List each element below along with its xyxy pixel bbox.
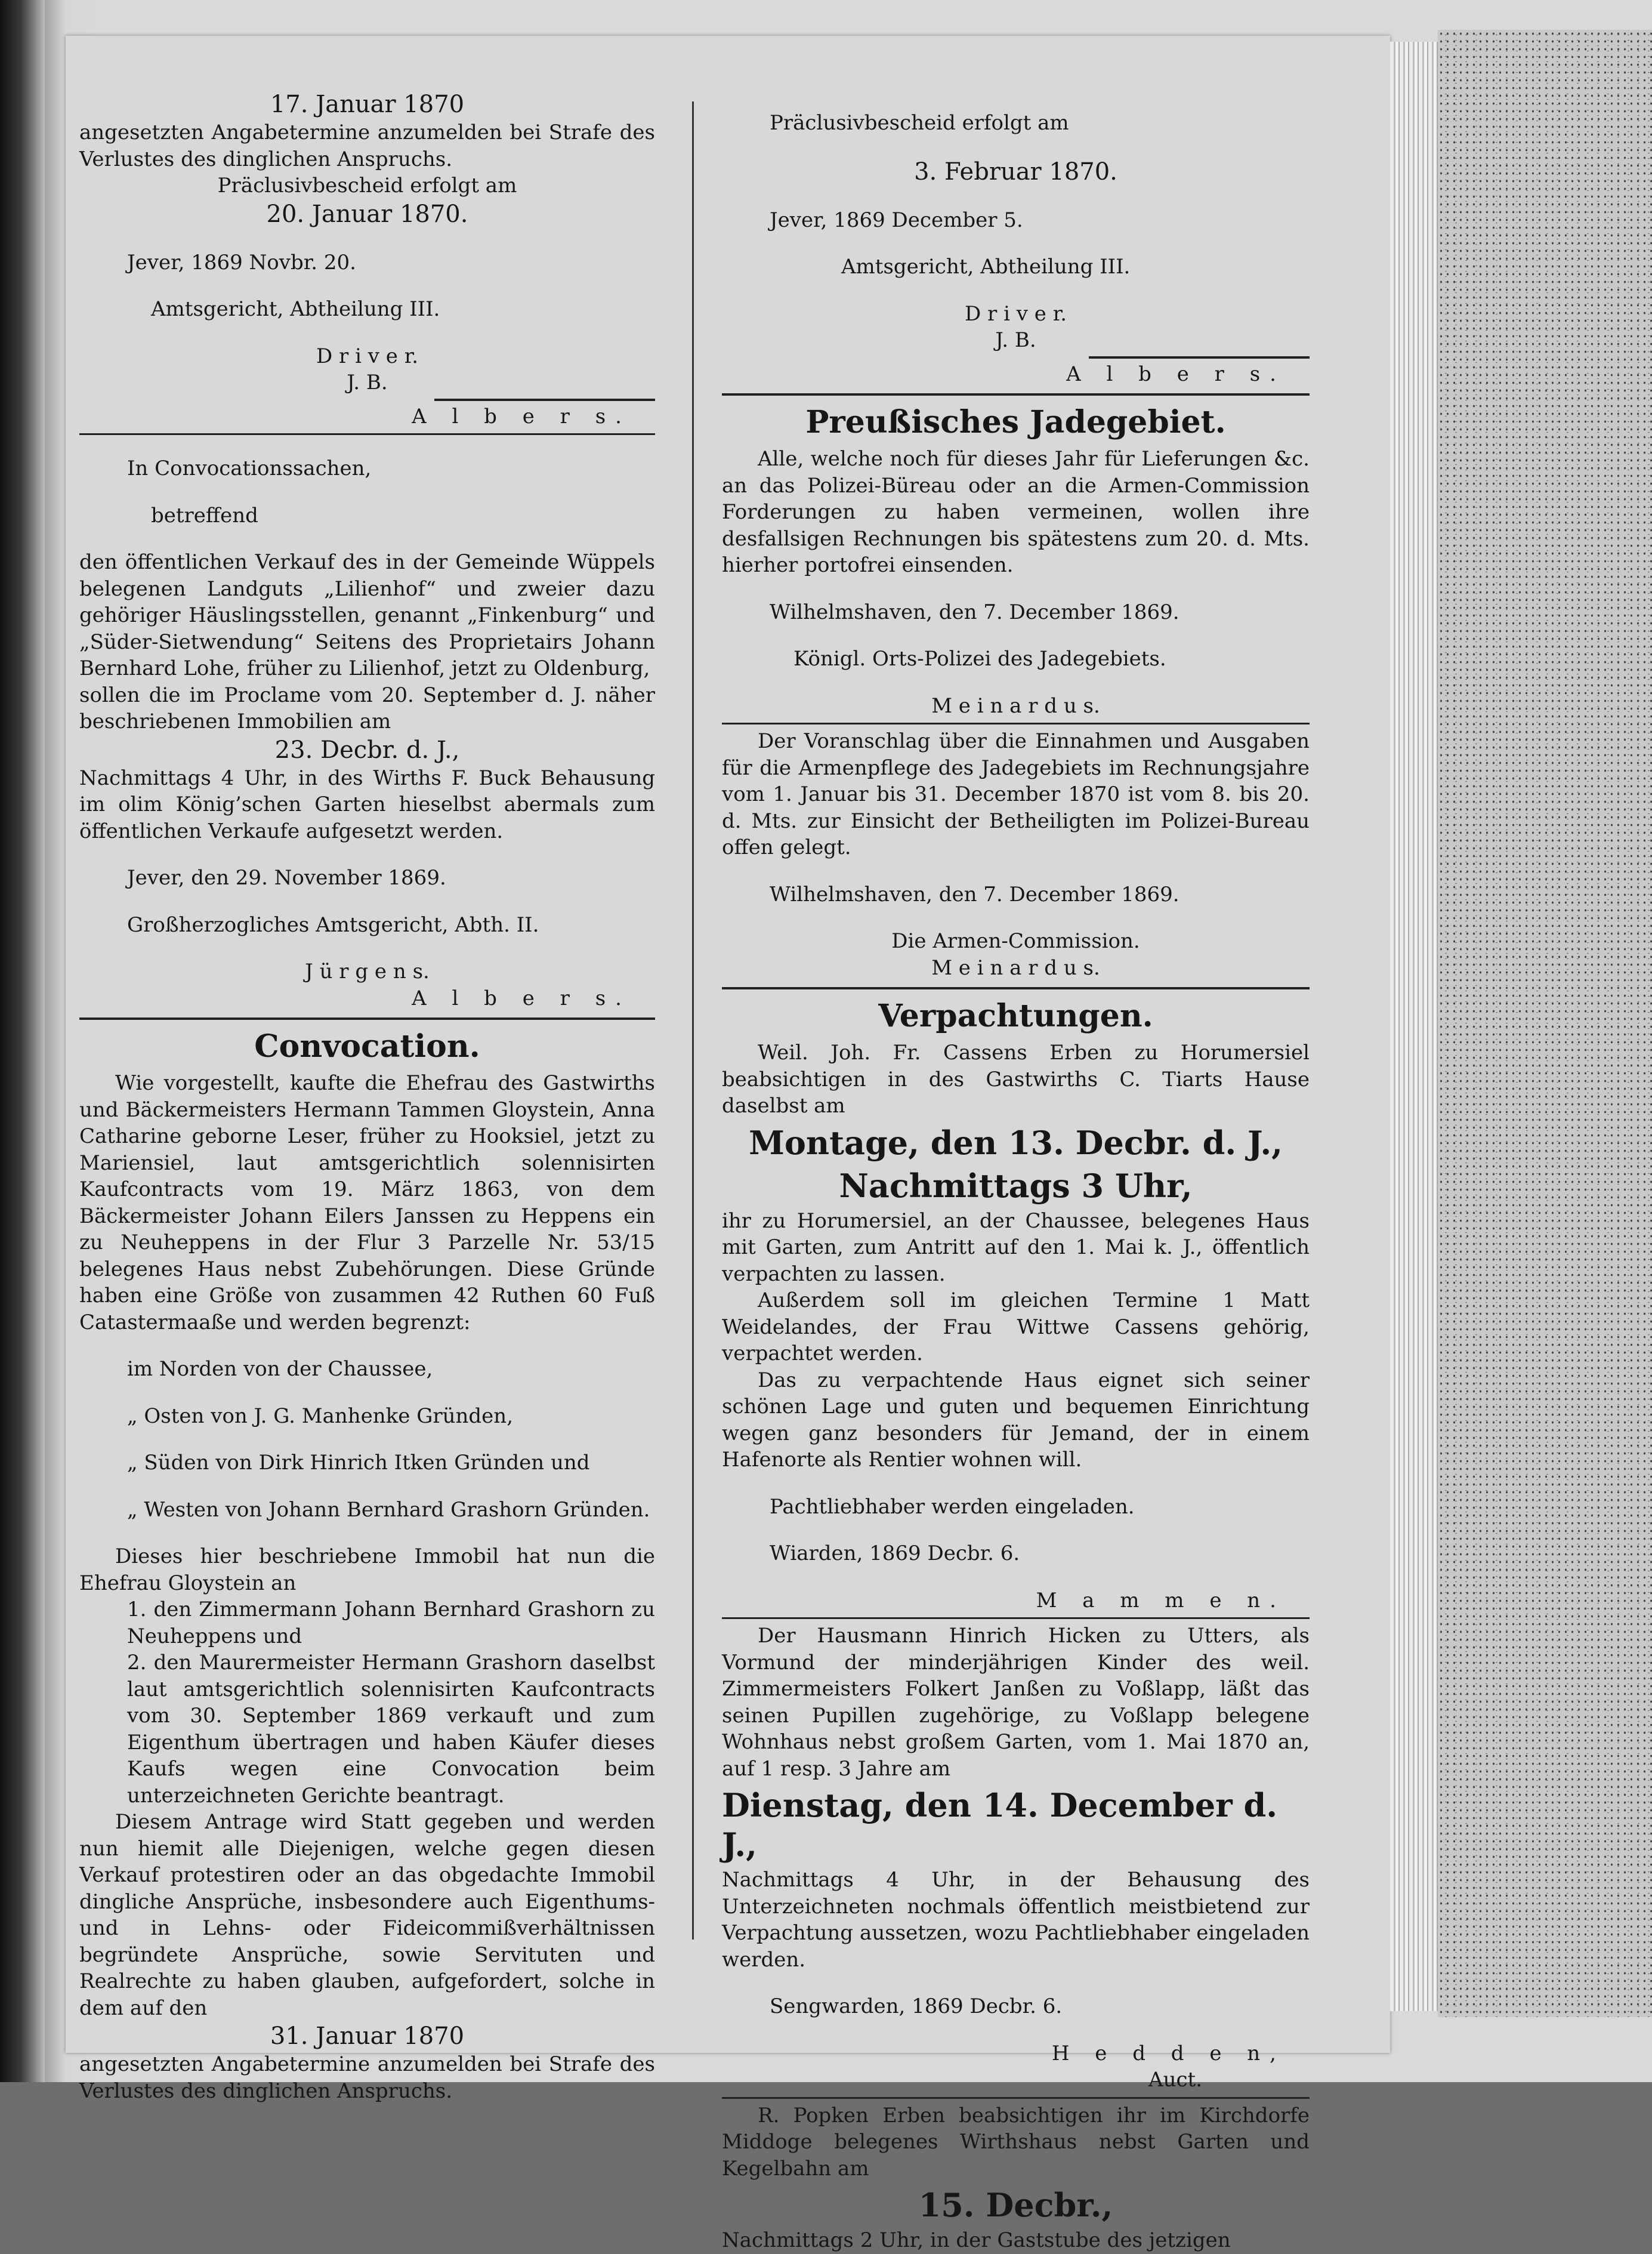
signature: M a m m e n.	[1036, 1588, 1286, 1612]
auction-date: 15. Decbr.,	[918, 2186, 1113, 2224]
place-date: Sengwarden, 1869 Decbr. 6.	[770, 1994, 1063, 2018]
boundary-line: „ Westen von Johann Bernhard Grashorn Gründen.	[127, 1497, 650, 1522]
notice-text: R. Popken Erben beabsichtigen ihr im Kirchdorfe Middoge belegenes Wirthshaus nebst Garten und Kegelbahn am	[722, 2103, 1310, 2181]
list-item: 1. den Zimmermann Johann Bernhard Grashorn zu Neuheppens und	[127, 1598, 655, 1648]
signature: H e d d e n,	[1051, 2041, 1286, 2065]
notice-line: Pachtliebhaber werden eingeladen.	[770, 1494, 1135, 1519]
auction-date: Dienstag, den 14. December d. J.,	[722, 1786, 1278, 1864]
auction-date: Montage, den 13. Decbr. d. J.,	[749, 1123, 1283, 1162]
auction-time: Nachmittags 3 Uhr,	[839, 1166, 1193, 1205]
section-heading: Convocation.	[254, 1028, 480, 1065]
date-line: 20. Januar 1870.	[266, 200, 468, 228]
signature-rule	[434, 399, 655, 401]
notice-text: Dieses hier beschriebene Immobil hat nun die Ehefrau Gloystein an	[79, 1544, 655, 1595]
signature: D r i v e r.	[964, 301, 1067, 326]
court-name: Amtsgericht, Abtheilung III.	[151, 297, 440, 321]
notice-text: Diesem Antrage wird Statt gegeben und werden nun hiemit alle Diejenigen, welche gegen diesen Verkauf protestiren oder an das obgedachte Immobil dingliche Ansprüche, insbesondere auch Eigenthums- und in Lehns- oder Fideicommißverhältnissen begründete Ansprüche, sowie Servituten und Realrechte zu haben glauben, aufgefordert, solche in dem auf den	[79, 1810, 655, 2020]
date-line: 17. Januar 1870	[270, 91, 465, 118]
notice-text: Nachmittags 4 Uhr, in des Wirths F. Buck Behausung im olim König’schen Garten hieselbst abermals zum öffentlichen Verkaufe aufgesetzt werden.	[79, 766, 655, 843]
notice-text: sollen die im Proclame vom 20. September d. J. näher beschriebenen Immobilien am	[79, 683, 655, 733]
notice-heading: In Convocationssachen,	[127, 457, 372, 480]
section-rule	[722, 393, 1310, 396]
signature: M e i n a r d u s.	[931, 955, 1100, 980]
notice-text: ihr zu Horumersiel, an der Chaussee, belegenes Haus mit Garten, zum Antritt auf den 1. Mai k. J., öffentlich verpachten zu lassen.	[722, 1208, 1310, 1286]
notice-text: angesetzten Angabetermine anzumelden bei Strafe des Verlustes des dinglichen Anspruchs.	[79, 121, 655, 171]
notice-text: den öffentlichen Verkauf des in der Gemeinde Wüppels belegenen Landguts „Lilienhof“ und zweier dazu gehöriger Häuslingsstellen, genannt „Finkenburg“ und „Süder-Sietwendung“ Seitens des Proprietairs Johann Bernhard Lohe, früher zu Lilienhof, jetzt zu Oldenburg,	[79, 550, 655, 680]
authority-name: Königl. Orts-Polizei des Jadegebiets.	[793, 647, 1166, 671]
notice-text: Nachmittags 2 Uhr, in der Gaststube des jetzigen	[722, 2228, 1231, 2252]
place-date: Jever, 1869 December 5.	[770, 208, 1023, 232]
signature: D r i v e r.	[316, 344, 419, 368]
book-spine	[0, 0, 45, 2082]
signature: M e i n a r d u s.	[931, 693, 1100, 718]
list-item: 2. den Maurermeister Hermann Grashorn daselbst laut amtsgerichtlich solennisirten Kaufcontracts vom 30. September 1869 verkauft und zum Eigenthum übertragen und haben Käufer dieses Kaufs wegen eine Convocation beim unterzeichneten Gerichte beantragt.	[127, 1651, 655, 1808]
signature: A l b e r s.	[1066, 362, 1286, 386]
notice-text: Weil. Joh. Fr. Cassens Erben zu Horumersiel beabsichtigen in des Gastwirths C. Tiarts Hause daselbst am	[722, 1041, 1310, 1118]
section-rule	[722, 723, 1310, 724]
date-line: 3. Februar 1870.	[914, 158, 1117, 186]
boundary-line: im Norden von der Chaussee,	[127, 1357, 433, 1381]
section-rule	[79, 433, 655, 435]
section-rule	[722, 987, 1310, 989]
place-date: Jever, 1869 Novbr. 20.	[127, 250, 356, 275]
notice-text: Außerdem soll im gleichen Termine 1 Matt Weidelandes, der Frau Wittwe Cassens gehörig, verpachtet werden.	[722, 1288, 1310, 1365]
place-date: Wiarden, 1869 Decbr. 6.	[770, 1541, 1020, 1565]
section-rule	[722, 2097, 1310, 2099]
notice-text: Alle, welche noch für dieses Jahr für Lieferungen &c. an das Polizei-Büreau oder an die Armen-Commission Forderungen zu haben vermeinen, wollen ihre desfallsigen Rechnungen bis spätestens zum 20. d. Mts. hierher portofrei einsenden.	[722, 447, 1310, 577]
notice-text: Nachmittags 4 Uhr, in der Behausung des Unterzeichneten nochmals öffentlich meistbietend zur Verpachtung aussetzen, wozu Pachtliebhaber eingeladen werden.	[722, 1868, 1310, 1972]
left-column	[79, 90, 655, 2104]
right-column	[722, 90, 1310, 2254]
date-line: 31. Januar 1870	[270, 2022, 465, 2050]
place-date: Jever, den 29. November 1869.	[127, 866, 446, 890]
notice-text: Das zu verpachtende Haus eignet sich seiner schönen Lage und guten und bequemen Einrichtung wegen ganz besonders für Jemand, der in einem Hafenorte als Rentier wohnen will.	[722, 1368, 1310, 1472]
notice-subheading: betreffend	[151, 503, 258, 528]
section-heading: Verpachtungen.	[878, 998, 1153, 1034]
notice-text: Der Voranschlag über die Einnahmen und Ausgaben für die Armenpflege des Jadegebiets im Rechnungsjahre vom 1. Januar bis 31. December 1870 ist vom 8. bis 20. d. Mts. zur Einsicht der Betheiligten im Polizei-Bureau offen gelegt.	[722, 729, 1310, 859]
book-cover-edge	[1438, 30, 1652, 2017]
notice-text: Der Hausmann Hinrich Hicken zu Utters, als Vormund der minderjährigen Kinder des weil. Zimmermeisters Folkert Janßen zu Voßlapp, läßt das seinen Pupillen zugehörige, zu Voßlapp belegene Wohnhaus nebst großem Garten, vom 1. Mai 1870 an, auf 1 resp. 3 Jahre am	[722, 1624, 1310, 1781]
signature-initials: J. B.	[995, 328, 1036, 352]
notice-text: angesetzten Angabetermine anzumelden bei Strafe des Verlustes des dinglichen Anspruchs.	[79, 2052, 655, 2103]
notice-line: Präclusivbescheid erfolgt am	[217, 174, 517, 198]
column-divider	[692, 101, 694, 1940]
boundary-line: „ Osten von J. G. Manhenke Gründen,	[127, 1404, 514, 1428]
notice-text: Wie vorgestellt, kaufte die Ehefrau des Gastwirths und Bäckermeisters Hermann Tammen Gloystein, Anna Catharine geborne Leser, früher zu Hooksiel, jetzt zu Mariensiel, laut amtsgerichtlich solennisirten Kaufcontracts vom 19. März 1863, von dem Bäckermeister Johann Eilers Janssen zu Heppens ein zu Neuheppens in der Flur 3 Parzelle Nr. 53/15 belegenes Haus nebst Zubehörungen. Diese Gründe haben eine Größe von zusammen 42 Ruthen 60 Fuß Catastermaaße und werden begrenzt:	[79, 1071, 655, 1334]
section-rule	[79, 1017, 655, 1020]
section-rule	[722, 1617, 1310, 1619]
authority-name: Die Armen-Commission.	[891, 929, 1140, 953]
signature: J ü r g e n s.	[305, 960, 430, 983]
place-date: Wilhelmshaven, den 7. December 1869.	[770, 600, 1179, 624]
signature-rule	[1089, 356, 1310, 359]
place-date: Wilhelmshaven, den 7. December 1869.	[770, 882, 1179, 906]
page-edges	[1390, 42, 1438, 2011]
boundary-line: „ Süden von Dirk Hinrich Itken Gründen und	[127, 1451, 590, 1475]
notice-line: Präclusivbescheid erfolgt am	[770, 111, 1069, 135]
signature: A l b e r s.	[412, 404, 631, 428]
signature-initials: J. B.	[347, 371, 388, 394]
section-heading: Preußisches Jadegebiet.	[805, 404, 1226, 440]
date-line: 23. Decbr. d. J.,	[274, 736, 460, 764]
signature: A l b e r s.	[412, 986, 631, 1010]
court-name: Amtsgericht, Abtheilung III.	[841, 255, 1131, 279]
court-name: Großherzogliches Amtsgericht, Abth. II.	[127, 912, 539, 937]
signature-title: Auct.	[1148, 2068, 1202, 2092]
